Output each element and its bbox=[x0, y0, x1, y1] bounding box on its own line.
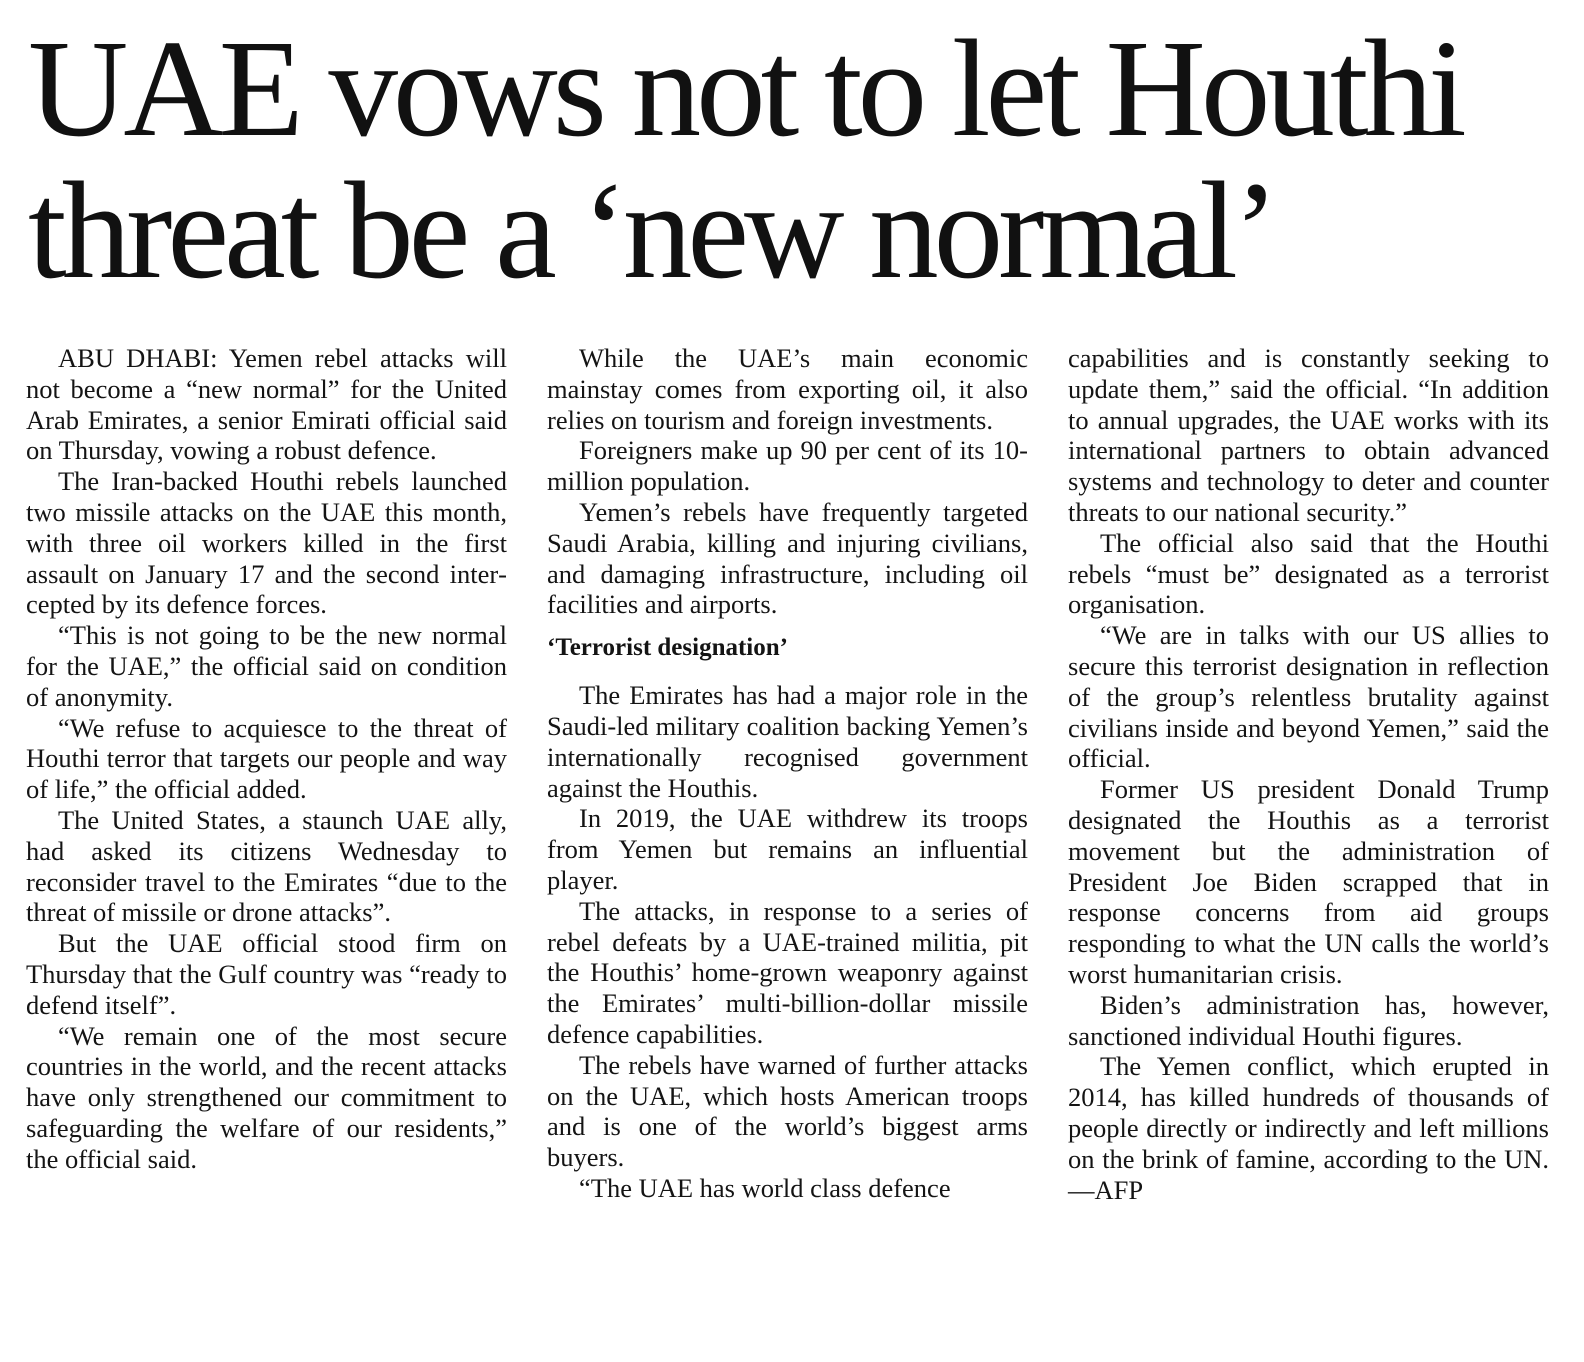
column-1 bbox=[26, 343, 507, 1175]
paragraph: “We remain one of the most secure countries in the world, and the recent attacks have only strengthened our commitment to safeguarding the welfare of our residents,” the official said. bbox=[26, 1020, 507, 1174]
column-2 bbox=[547, 343, 1028, 1204]
headline-line-1: UAE vows not to let Houthi bbox=[28, 12, 1462, 166]
paragraph: The attacks, in response to a series of rebel defeats by a UAE-trained militia, pit the Houthis’ home-grown weaponry against the Emirates’ multi-billion-dollar missile defence capabilities. bbox=[547, 895, 1028, 1049]
paragraph: While the UAE’s main economic mainstay comes from exporting oil, it also relies on tourism and foreign investments. bbox=[547, 343, 1028, 435]
paragraph: Yemen’s rebels have frequently targeted Saudi Arabia, killing and injuring civilians, and damaging infrastructure, including oil facilities and airports. bbox=[547, 496, 1028, 620]
paragraph: Foreigners make up 90 per cent of its 10-million population. bbox=[547, 435, 1028, 497]
paragraph: Former US president Donald Trump designated the Houthis as a terrorist movement but the administration of President Joe Biden scrapped that in response concerns from aid groups responding to what the UN calls the world’s worst humanitarian crisis. bbox=[1068, 774, 1549, 989]
article-body bbox=[26, 343, 1550, 1353]
paragraph: “This is not going to be the new normal for the UAE,” the official said on condition of anonymity. bbox=[26, 620, 507, 712]
column-3 bbox=[1068, 343, 1549, 1205]
headline-line-2: threat be a ‘new normal’ bbox=[28, 154, 1275, 308]
paragraph-continuation: capabilities and is constantly seeking to update them,” said the official. “In addition to annual upgrades, the UAE works with its international partners to obtain advanced systems and technology to deter and counter threats to our national security.” bbox=[1068, 343, 1549, 527]
paragraph: In 2019, the UAE withdrew its troops from Yemen but remains an influential player. bbox=[547, 803, 1028, 895]
paragraph: Biden’s administration has, however, sanctioned individual Houthi figures. bbox=[1068, 989, 1549, 1051]
subheading: ‘Terrorist designation’ bbox=[547, 634, 788, 662]
paragraph: The United States, a staunch UAE ally, had asked its citizens Wednesday to reconsider travel to the Emirates “due to the threat of missile or drone attacks”. bbox=[26, 804, 507, 928]
paragraph: The rebels have warned of further attacks on the UAE, which hosts American troops and is one of the world’s biggest arms buyers. bbox=[547, 1049, 1028, 1173]
paragraph: But the UAE official stood firm on Thursday that the Gulf country was “ready to defend itself”. bbox=[26, 928, 507, 1020]
paragraph: The Iran-backed Houthi rebels launched two missile attacks on the UAE this month, with three oil workers killed in the first assault on January 17 and the second intercepted by its defence forces. bbox=[26, 466, 507, 620]
paragraph: “The UAE has world class defence bbox=[579, 1172, 951, 1203]
paragraph: “We are in talks with our US allies to secure this terrorist designation in reflection of the group’s relentless brutality against civilians inside and beyond Yemen,” said the official. bbox=[1068, 620, 1549, 774]
headline bbox=[28, 12, 1558, 308]
paragraph: The official also said that the Houthi rebels “must be” designated as a terrorist organisation. bbox=[1068, 527, 1549, 620]
paragraph: ABU DHABI: Yemen rebel attacks will not become a “new normal” for the United Arab Emirates, a senior Emirati official said on Thursday, vowing a robust defence. bbox=[26, 343, 507, 466]
paragraph: The Emirates has had a major role in the Saudi-led military coalition backing Yemen’s internationally recognised government against the Houthis. bbox=[547, 680, 1028, 803]
paragraph: The Yemen conflict, which erupted in 2014, has killed hundreds of thousands of people directly or indirectly and left millions on the brink of famine, according to the UN.—AFP bbox=[1068, 1051, 1549, 1205]
paragraph: “We refuse to acquiesce to the threat of Houthi terror that targets our people and way of life,” the official added. bbox=[26, 712, 507, 805]
